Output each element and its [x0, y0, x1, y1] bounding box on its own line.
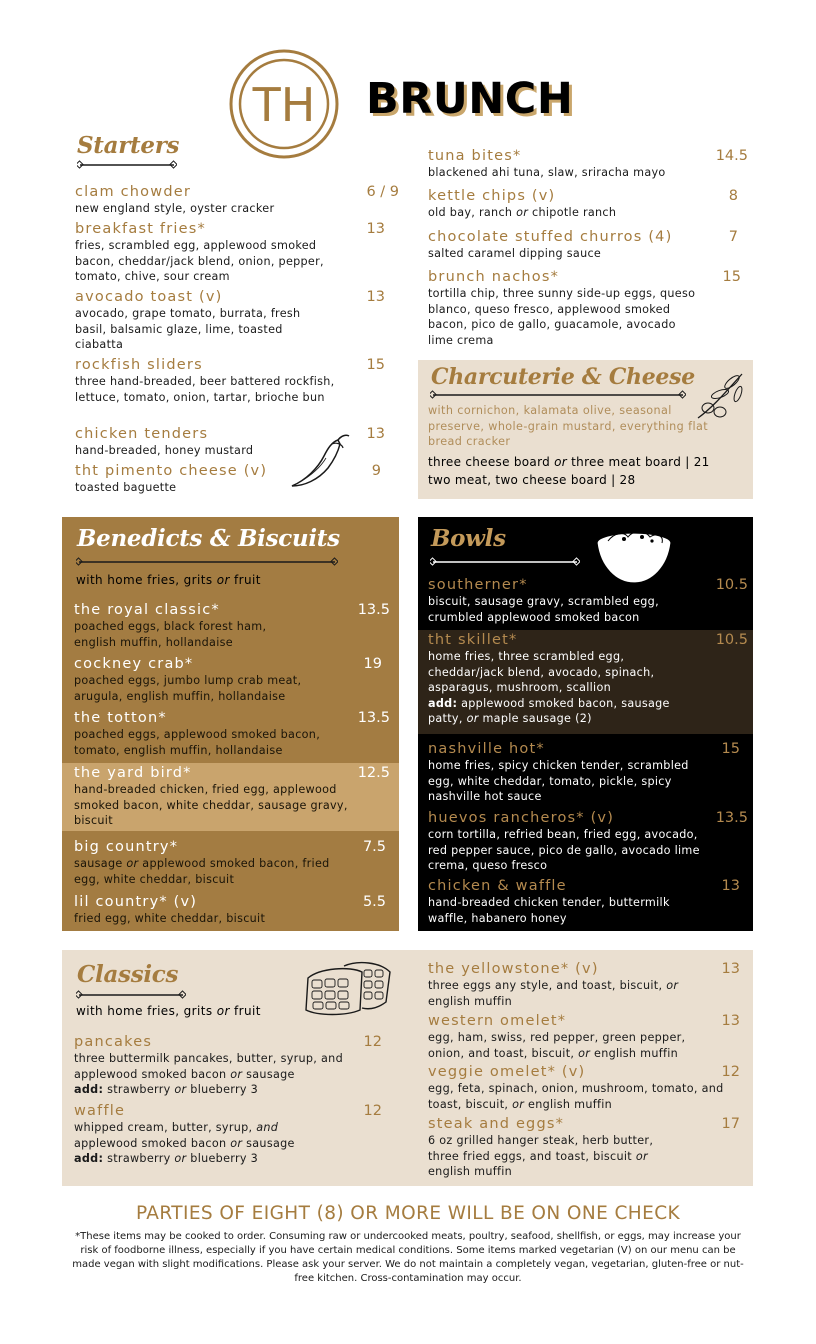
item-price: 13: [721, 1013, 740, 1029]
item-desc: sausage or applewood smoked bacon, fried egg, white cheddar, biscuit: [74, 857, 330, 886]
menu-item: [74, 601, 390, 650]
menu-item: [74, 709, 390, 758]
menu-item: [428, 576, 748, 625]
charcuterie-board-1: three cheese board or three meat board | 21: [428, 455, 710, 469]
item-price: 8: [728, 188, 738, 204]
item-desc: hand-breaded, honey mustard: [75, 444, 254, 457]
item-desc: poached eggs, black forest ham, english muffin, hollandaise: [74, 620, 267, 649]
item-price: 19: [363, 656, 382, 672]
item-name: chicken tenders: [75, 426, 209, 442]
item-price: 15: [366, 357, 385, 373]
charcuterie-desc: with cornichon, kalamata olive, seasonal preserve, whole-grain mustard, everything flat bread cracker: [428, 404, 708, 448]
menu-item: [75, 183, 405, 217]
item-price: 17: [721, 1116, 740, 1132]
charcuterie-rule: [430, 390, 686, 400]
item-desc: egg, ham, swiss, red pepper, green pepper, onion, and toast, biscuit, or english muffin: [428, 1031, 686, 1060]
item-price: 9: [371, 463, 381, 479]
item-name: waffle: [74, 1103, 126, 1119]
item-name: veggie omelet* (v): [428, 1064, 586, 1080]
menu-item: [428, 268, 741, 348]
item-desc: home fries, three scrambled egg, cheddar/jack blend, avocado, spinach, asparagus, mushroom, scallion: [428, 650, 655, 694]
item-add: add: strawberry or blueberry 3: [74, 1152, 259, 1165]
item-add: add: strawberry or blueberry 3: [74, 1083, 259, 1096]
item-desc: tortilla chip, three sunny side-up eggs, queso blanco, queso fresco, applewood smoked bacon, pico de gallo, guacamole, avocado lime crema: [428, 287, 696, 347]
item-desc: whipped cream, butter, syrup, and applewood smoked bacon or sausage: [74, 1121, 295, 1150]
item-price: 12: [363, 1103, 382, 1119]
item-desc: salted caramel dipping sauce: [428, 247, 602, 260]
th-logo: [228, 48, 340, 160]
item-name: lil country* (v): [74, 894, 198, 910]
menu-item: [74, 655, 382, 704]
item-name: kettle chips (v): [428, 188, 556, 204]
item-price: 10.5: [715, 632, 748, 648]
item-name: cockney crab*: [74, 656, 194, 672]
item-name: tuna bites*: [428, 148, 522, 164]
item-desc: corn tortilla, refried bean, fried egg, avocado, red pepper sauce, pico de gallo, avocado lime crema, queso fresco: [428, 828, 700, 872]
item-name: chicken & waffle: [428, 878, 567, 894]
chili-pepper-icon: [288, 430, 352, 490]
menu-item: [428, 228, 738, 262]
item-price: 12: [721, 1064, 740, 1080]
item-name: avocado toast (v): [75, 289, 223, 305]
menu-item: [74, 1033, 384, 1098]
menu-item: [428, 1012, 740, 1061]
item-name: big country*: [74, 839, 179, 855]
item-price: 13.5: [357, 710, 390, 726]
classics-sides: with home fries, grits or fruit: [76, 1004, 261, 1018]
item-price: 13.5: [357, 602, 390, 618]
item-name: pancakes: [74, 1034, 153, 1050]
item-desc: fries, scrambled egg, applewood smoked bacon, cheddar/jack blend, onion, pepper, tomato, chive, sour cream: [75, 239, 324, 283]
waffle-icon: [300, 958, 394, 1020]
menu-item: [75, 288, 385, 353]
item-desc: three buttermilk pancakes, butter, syrup, and applewood smoked bacon or sausage: [74, 1052, 343, 1081]
item-desc: fried egg, white cheddar, biscuit: [74, 912, 266, 925]
menu-item: [428, 631, 748, 727]
item-desc: three hand-breaded, beer battered rockfish, lettuce, tomato, onion, tartar, brioche bun: [75, 375, 335, 404]
item-desc: toasted baguette: [75, 481, 177, 494]
menu-item: [75, 220, 385, 285]
item-desc: new england style, oyster cracker: [75, 202, 275, 215]
item-name: southerner*: [428, 577, 528, 593]
item-desc: three eggs any style, and toast, biscuit, or english muffin: [428, 979, 679, 1008]
item-desc: blackened ahi tuna, slaw, sriracha mayo: [428, 166, 666, 179]
menu-item: [428, 960, 740, 1009]
bowls-heading: Bowls: [431, 525, 506, 552]
charcuterie-board-2: two meat, two cheese board | 28: [428, 473, 636, 487]
item-price: 12: [363, 1034, 382, 1050]
item-price: 6 / 9: [366, 184, 399, 200]
item-price: 7.5: [362, 839, 386, 855]
item-desc: old bay, ranch or chipotle ranch: [428, 206, 617, 219]
item-price: 13: [721, 878, 740, 894]
item-name: the yellowstone* (v): [428, 961, 599, 977]
item-name: the royal classic*: [74, 602, 220, 618]
item-name: tht pimento cheese (v): [75, 463, 268, 479]
item-desc: poached eggs, applewood smoked bacon, tomato, english muffin, hollandaise: [74, 728, 321, 757]
benedicts-heading: Benedicts & Biscuits: [77, 525, 340, 552]
item-name: western omelet*: [428, 1013, 567, 1029]
item-desc: avocado, grape tomato, burrata, fresh basil, balsamic glaze, lime, toasted ciabatta: [75, 307, 301, 351]
item-name: rockfish sliders: [75, 357, 203, 373]
item-price: 13.5: [715, 810, 748, 826]
item-price: 7: [728, 229, 738, 245]
item-name: chocolate stuffed churros (4): [428, 229, 673, 245]
item-name: breakfast fries*: [75, 221, 206, 237]
item-desc: poached eggs, jumbo lump crab meat, arugula, english muffin, hollandaise: [74, 674, 302, 703]
item-desc: biscuit, sausage gravy, scrambled egg, crumbled applewood smoked bacon: [428, 595, 659, 624]
item-name: huevos rancheros* (v): [428, 810, 615, 826]
item-price: 14.5: [715, 148, 748, 164]
item-price: 13: [366, 289, 385, 305]
item-price: 10.5: [715, 577, 748, 593]
item-price: 12.5: [357, 765, 390, 781]
menu-item: [428, 1115, 740, 1180]
menu-item: [428, 147, 748, 181]
item-desc: hand-breaded chicken, fried egg, applewood smoked bacon, white cheddar, sausage gravy, biscuit: [74, 783, 348, 827]
menu-item: [74, 838, 386, 887]
item-desc: home fries, spicy chicken tender, scrambled egg, white cheddar, tomato, pickle, spicy nashville hot sauce: [428, 759, 689, 803]
item-name: clam chowder: [75, 184, 191, 200]
menu-item: [428, 877, 740, 926]
item-desc: hand-breaded chicken tender, buttermilk waffle, habanero honey: [428, 896, 670, 925]
menu-item: [428, 1063, 740, 1112]
item-desc: 6 oz grilled hanger steak, herb butter, three fried eggs, and toast, biscuit or english muffin: [428, 1134, 654, 1178]
item-add: add: applewood smoked bacon, sausage patty, or maple sausage (2): [428, 696, 670, 725]
logo-letters: TH: [252, 78, 316, 132]
item-name: tht skillet*: [428, 632, 518, 648]
menu-item: [428, 740, 740, 805]
item-price: 13: [366, 221, 385, 237]
item-name: nashville hot*: [428, 741, 545, 757]
item-name: the totton*: [74, 710, 167, 726]
benedicts-rule: [76, 557, 338, 567]
classics-heading: Classics: [77, 961, 179, 988]
menu-item: [74, 764, 390, 829]
item-price: 13: [366, 426, 385, 442]
menu-item: [428, 187, 738, 221]
starters-heading: Starters: [77, 132, 180, 159]
item-desc: egg, feta, spinach, onion, mushroom, tomato, and toast, biscuit, or english muffin: [428, 1082, 724, 1111]
menu-item: [74, 1102, 384, 1167]
classics-rule: [76, 990, 186, 1000]
item-price: 15: [721, 741, 740, 757]
item-name: brunch nachos*: [428, 269, 560, 285]
allergy-disclaimer: *These items may be cooked to order. Consuming raw or undercooked meats, poultry, seafood, shellfish, or eggs, may increase your risk of foodborne illness, especially if you have certain medical conditions. Some items marked vegetarian (V) on our menu can be made vegan with slight modifications. Please ask your server. We do not maintain a completely vegan, vegetarian, gluten-free or nut-free kitchen. Cross-contamination may occur.: [72, 1231, 744, 1284]
page-title: BRUNCH: [366, 74, 574, 124]
charcuterie-heading: Charcuterie & Cheese: [431, 364, 695, 390]
item-name: steak and eggs*: [428, 1116, 565, 1132]
benedicts-sides: with home fries, grits or fruit: [76, 573, 261, 587]
item-price: 13: [721, 961, 740, 977]
menu-item: [75, 356, 385, 405]
menu-item: [74, 893, 386, 927]
parties-notice: PARTIES OF EIGHT (8) OR MORE WILL BE ON ONE CHECK: [135, 1203, 681, 1224]
item-price: 15: [722, 269, 741, 285]
menu-item: [428, 809, 748, 874]
item-price: 5.5: [362, 894, 386, 910]
starters-rule: [77, 160, 177, 170]
item-name: the yard bird*: [74, 765, 192, 781]
bowls-rule: [430, 557, 580, 567]
